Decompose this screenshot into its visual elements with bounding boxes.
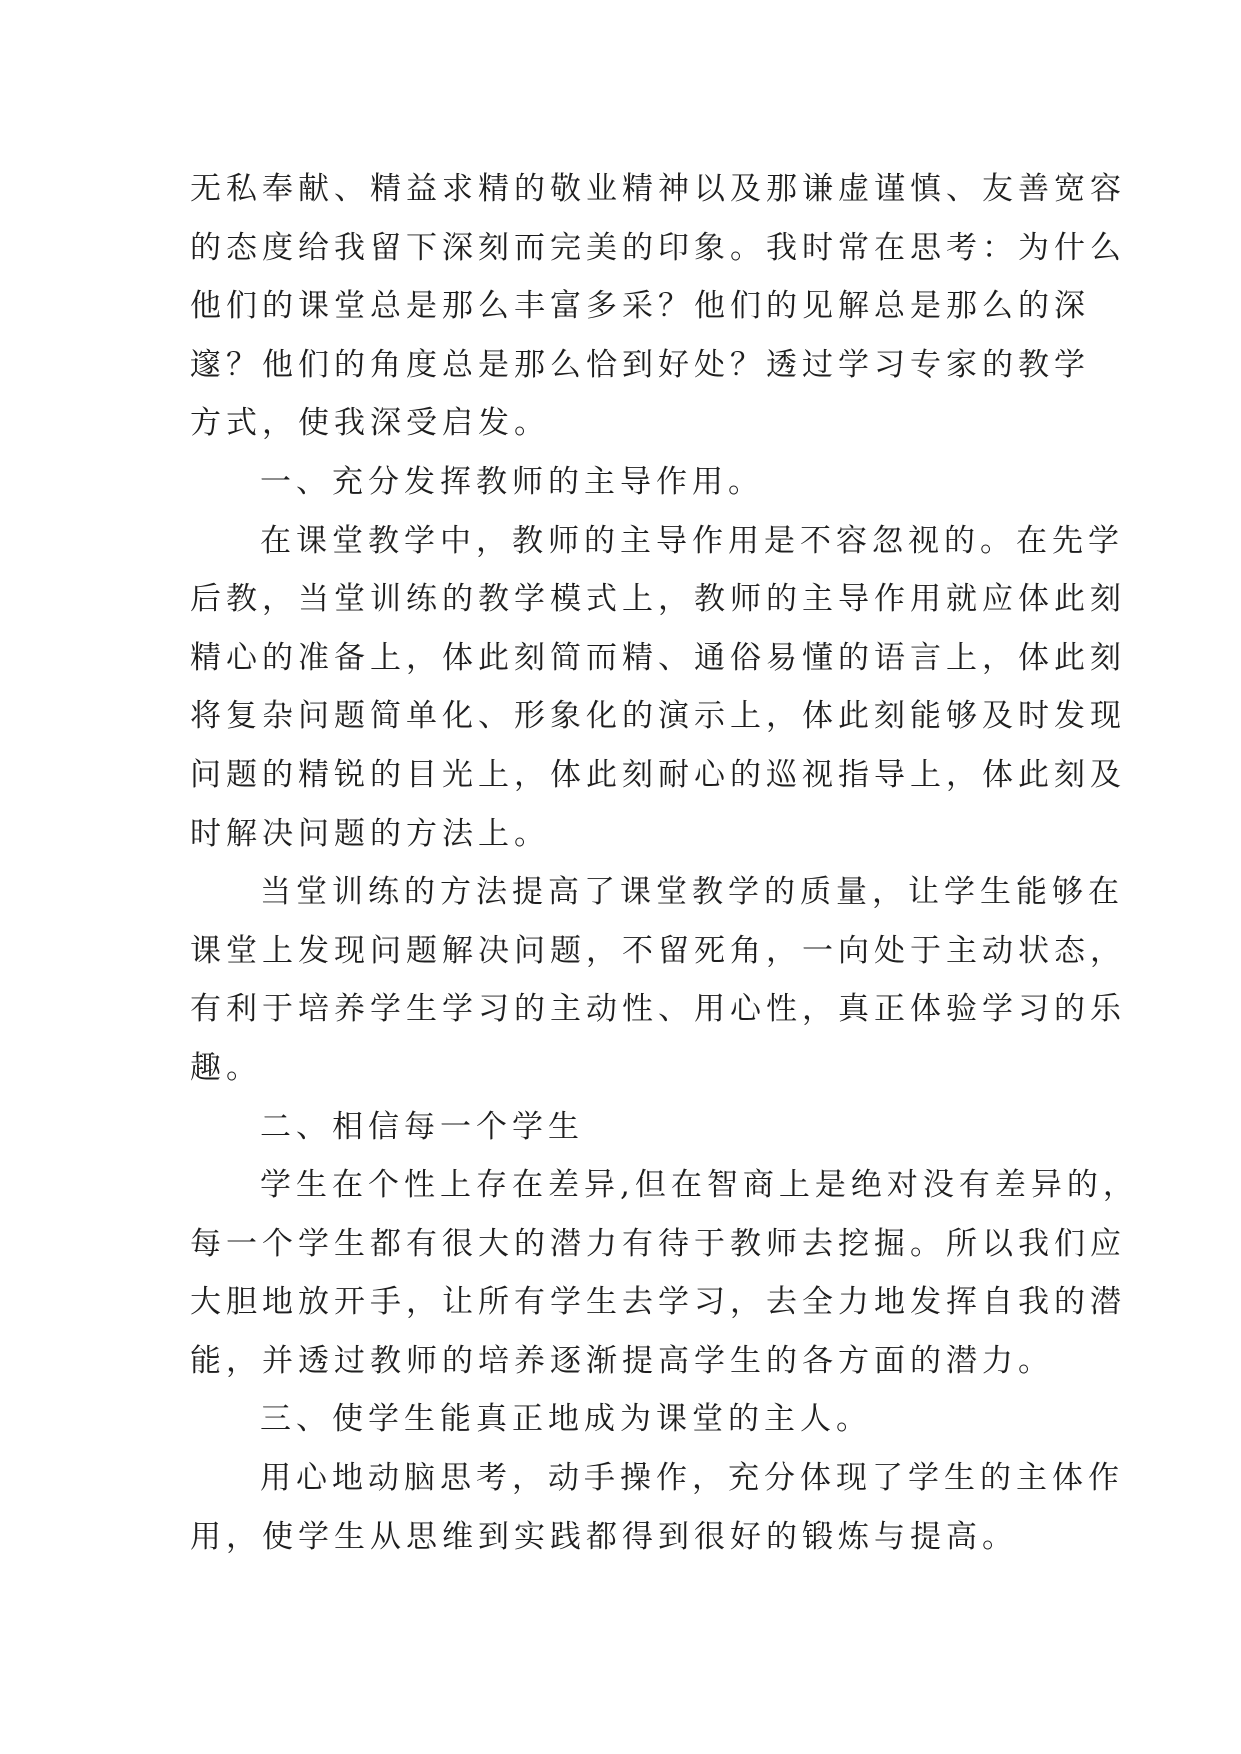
section-heading-1: 一、充分发挥教师的主导作用。 <box>260 463 764 500</box>
text-line: 精心的准备上，体此刻简而精、通俗易懂的语言上，体此刻 <box>190 639 1126 676</box>
text-line: 问题的精锐的目光上，体此刻耐心的巡视指导上，体此刻及 <box>190 756 1126 793</box>
text-line: 时解决问题的方法上。 <box>190 815 550 852</box>
text-line: 大胆地放开手，让所有学生去学习，去全力地发挥自我的潜 <box>190 1284 1126 1321</box>
text-line: 学生在个性上存在差异,但在智商上是绝对没有差异的， <box>260 1167 1139 1204</box>
text-line: 邃？他们的角度总是那么恰到好处？透过学习专家的教学 <box>190 346 1090 383</box>
text-line: 方式，使我深受启发。 <box>190 405 550 442</box>
text-line: 当堂训练的方法提高了课堂教学的质量，让学生能够在 <box>260 874 1124 911</box>
text-line: 用，使学生从思维到实践都得到很好的锻炼与提高。 <box>190 1518 1018 1555</box>
text-line: 将复杂问题简单化、形象化的演示上，体此刻能够及时发现 <box>190 698 1126 735</box>
text-line: 后教，当堂训练的教学模式上，教师的主导作用就应体此刻 <box>190 581 1126 618</box>
text-line: 他们的课堂总是那么丰富多采？他们的见解总是那么的深 <box>190 288 1090 325</box>
text-line: 能，并透过教师的培养逐渐提高学生的各方面的潜力。 <box>190 1342 1054 1379</box>
section-heading-3: 三、使学生能真正地成为课堂的主人。 <box>260 1401 872 1438</box>
text-line: 每一个学生都有很大的潜力有待于教师去挖掘。所以我们应 <box>190 1225 1126 1262</box>
text-line: 在课堂教学中，教师的主导作用是不容忽视的。在先学 <box>260 522 1124 559</box>
section-heading-2: 二、相信每一个学生 <box>260 1108 584 1145</box>
document-body <box>190 160 1139 1566</box>
text-line: 课堂上发现问题解决问题，不留死角，一向处于主动状态， <box>190 932 1126 969</box>
text-line: 趣。 <box>190 1049 262 1086</box>
text-line: 用心地动脑思考，动手操作，充分体现了学生的主体作 <box>260 1460 1124 1497</box>
text-line: 的态度给我留下深刻而完美的印象。我时常在思考：为什么 <box>190 229 1126 266</box>
text-line: 有利于培养学生学习的主动性、用心性，真正体验学习的乐 <box>190 991 1126 1028</box>
text-line: 无私奉献、精益求精的敬业精神以及那谦虚谨慎、友善宽容 <box>190 171 1126 207</box>
